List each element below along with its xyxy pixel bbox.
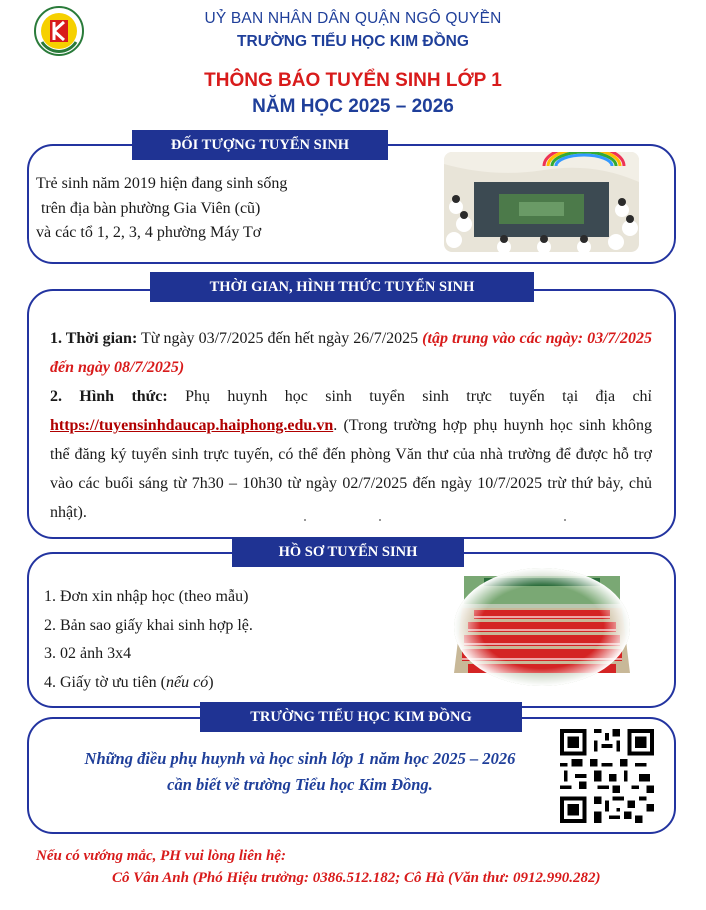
school-info-tab: TRƯỜNG TIỂU HỌC KIM ĐỒNG xyxy=(200,702,522,732)
decorative-dots xyxy=(300,518,580,522)
contact-note: Nếu có vướng mắc, PH vui lòng liên hệ: xyxy=(36,848,286,864)
documents-list xyxy=(44,583,253,697)
documents-tab: HỒ SƠ TUYỂN SINH xyxy=(232,537,464,567)
time-label: 1. Thời gian: xyxy=(50,330,138,347)
document-item-note: nếu có xyxy=(166,673,209,691)
time-highlight: (tập trung vào các ngày: 03/7/2025 đến ngày 08/7/2025) xyxy=(50,330,652,376)
eligibility-line: và các tổ 1, 2, 3, 4 phường Máy Tơ xyxy=(36,224,262,241)
time-text: Từ ngày 03/7/2025 đến hết ngày 26/7/2025 xyxy=(137,330,423,347)
students-assembly-photo xyxy=(454,568,630,686)
eligibility-line: Trẻ sinh năm 2019 hiện đang sinh sống xyxy=(36,175,288,192)
method-text: Phụ huynh học sinh tuyển sinh trực tuyến tại địa chỉ xyxy=(167,388,652,405)
document-item-close: ) xyxy=(208,673,214,691)
school-year-title: NĂM HỌC 2025 – 2026 xyxy=(252,96,454,117)
eligibility-tab: ĐỐI TƯỢNG TUYỂN SINH xyxy=(132,130,388,160)
method-note: . (Trong trường hợp phụ huynh học sinh không thể đăng ký tuyển sinh trực tuyến, có thể đến phòng Văn thư của nhà trường để được hỗ trợ vào các buổi sáng từ 7h30 – 10h30 từ ngày 02/7/2025 đến ngày 10/7/2025 trừ thứ bảy, chủ nhật). xyxy=(50,417,652,521)
school-info-text xyxy=(40,746,560,798)
eligibility-text xyxy=(36,172,287,246)
document-item: 3. 02 ảnh 3x4 xyxy=(44,645,132,662)
school-info-line: cần biết về trường Tiểu học Kim Đồng. xyxy=(167,775,433,794)
time-method-text xyxy=(50,324,652,527)
document-item: 1. Đơn xin nhập học (theo mẫu) xyxy=(44,588,249,605)
school-info-line: Những điều phụ huynh và học sinh lớp 1 năm học 2025 – 2026 xyxy=(84,749,516,768)
enrollment-link[interactable]: https://tuyensinhdaucap.haiphong.edu.vn xyxy=(50,417,334,434)
method-label: 2. Hình thức: xyxy=(50,388,168,405)
document-item-text: 4. Giấy tờ ưu tiên ( xyxy=(44,673,166,691)
contact-details: Cô Vân Anh (Phó Hiệu trưởng: 0386.512.182; Cô Hà (Văn thư: 0912.990.282) xyxy=(112,870,601,886)
time-method-tab: THỜI GIAN, HÌNH THỨC TUYỂN SINH xyxy=(150,272,534,302)
document-item: 2. Bản sao giấy khai sinh hợp lệ. xyxy=(44,616,253,634)
document-item xyxy=(44,669,253,698)
announcement-title: THÔNG BÁO TUYỂN SINH LỚP 1 xyxy=(204,70,502,91)
school-heading: TRƯỜNG TIỂU HỌC KIM ĐỒNG xyxy=(237,33,469,50)
qr-code-icon[interactable] xyxy=(560,729,654,823)
government-heading: UỶ BAN NHÂN DÂN QUẬN NGÔ QUYỀN xyxy=(204,10,502,27)
eligibility-line: trên địa bàn phường Gia Viên (cũ) xyxy=(41,199,261,217)
classroom-photo xyxy=(444,152,639,252)
